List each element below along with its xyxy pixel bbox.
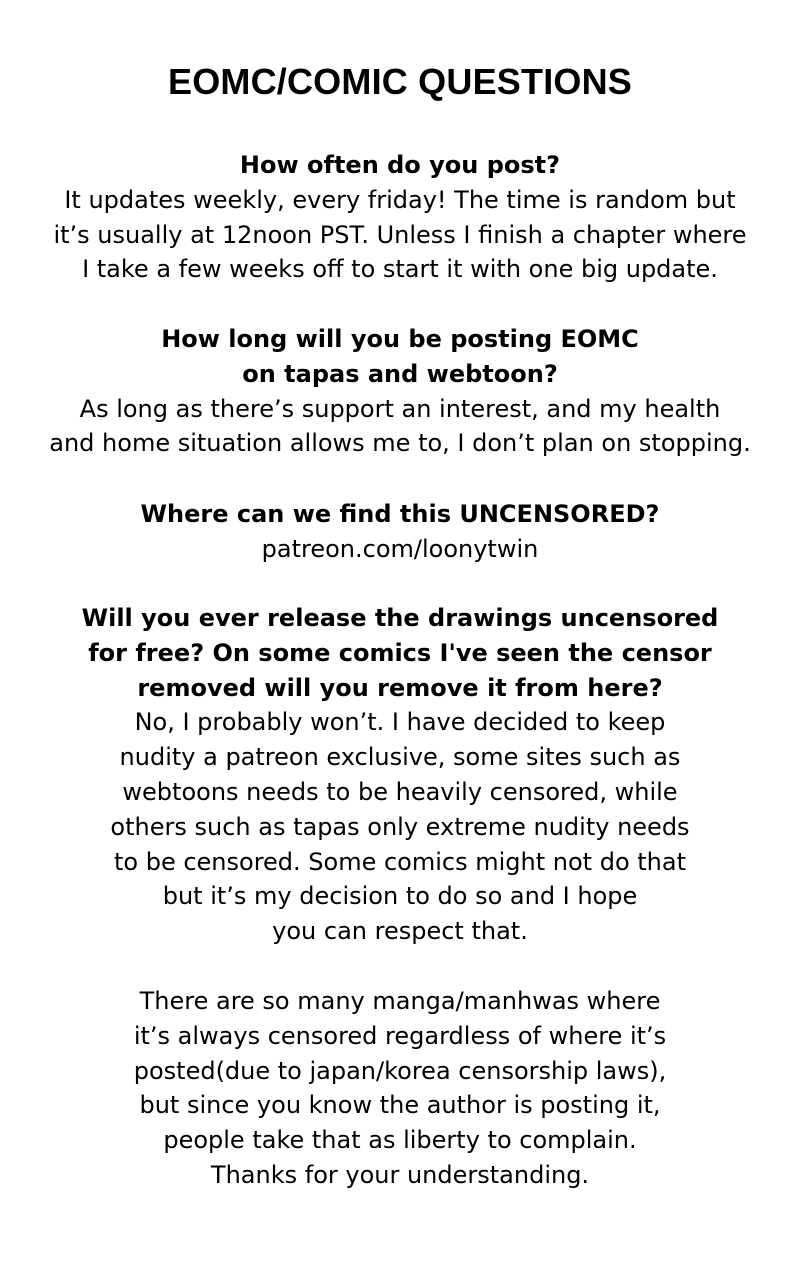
question-line: for free? On some comics I've seen the censor bbox=[88, 638, 712, 667]
answer-line: As long as there’s support an interest, and my health bbox=[79, 394, 721, 423]
page-title: EOMC/COMIC QUESTIONS bbox=[167, 61, 633, 102]
answer-line: it’s usually at 12noon PST. Unless I finish a chapter where bbox=[53, 220, 747, 249]
answer-line: but it’s my decision to do so and I hope bbox=[162, 882, 638, 911]
note-line: There are so many manga/manhwas where bbox=[139, 987, 661, 1015]
answer-line: to be censored. Some comics might not do that bbox=[113, 847, 686, 876]
question-line: How long will you be posting EOMC bbox=[161, 325, 639, 353]
question-line: Where can we find this UNCENSORED? bbox=[140, 500, 660, 528]
note-line: people take that as liberty to complain. bbox=[163, 1126, 637, 1155]
note-line: it’s always censored regardless of where it’s bbox=[133, 1021, 667, 1050]
faq-item-posting-schedule bbox=[0, 148, 800, 287]
question-line: Will you ever release the drawings uncensored bbox=[81, 604, 719, 632]
note-line: Thanks for your understanding. bbox=[210, 1160, 590, 1189]
faq-item-uncensored-location bbox=[0, 497, 800, 567]
question-line: How often do you post? bbox=[239, 151, 561, 179]
answer-line: I take a few weeks off to start it with one big update. bbox=[82, 255, 718, 284]
answer-line: you can respect that. bbox=[272, 917, 528, 946]
answer-line: nudity a patreon exclusive, some sites such as bbox=[119, 743, 681, 772]
patreon-link-text: patreon.com/loonytwin bbox=[261, 534, 539, 563]
note-line: posted(due to japan/korea censorship laws), bbox=[133, 1056, 667, 1085]
answer-line: and home situation allows me to, I don’t plan on stopping. bbox=[49, 429, 751, 458]
answer-line: It updates weekly, every friday! The time is random but bbox=[64, 185, 736, 214]
answer-line: others such as tapas only extreme nudity needs bbox=[110, 812, 690, 841]
question-line: removed will you remove it from here? bbox=[137, 673, 663, 702]
closing-note bbox=[0, 984, 800, 1193]
faq-item-posting-duration bbox=[0, 322, 800, 461]
faq-item-uncensored-free bbox=[0, 601, 800, 949]
answer-line: webtoons needs to be heavily censored, while bbox=[122, 777, 678, 806]
question-line: on tapas and webtoon? bbox=[242, 359, 558, 388]
answer-line: No, I probably won’t. I have decided to keep bbox=[134, 708, 666, 737]
note-line: but since you know the author is posting it, bbox=[139, 1091, 661, 1120]
